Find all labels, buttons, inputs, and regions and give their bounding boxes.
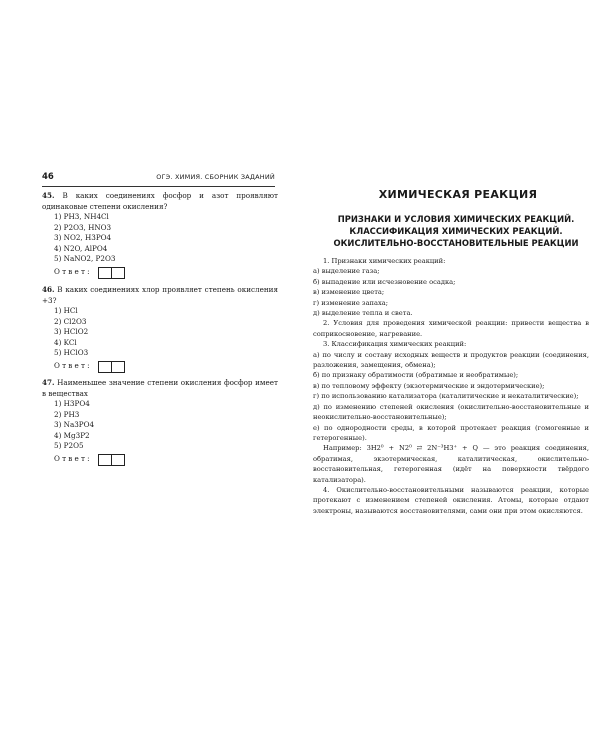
question-number: 46. <box>42 285 55 294</box>
question-45 <box>42 191 278 279</box>
question-text: Наименьшее значение степени окисления фосфор имеет в веществах <box>42 378 278 398</box>
option: 2) PH3 <box>54 409 80 419</box>
option: 3) Na3PO4 <box>54 420 95 429</box>
section-title-line: ПРИЗНАКИ И УСЛОВИЯ ХИМИЧЕСКИХ РЕАКЦИЙ. <box>337 214 575 224</box>
question-number: 47. <box>42 378 55 387</box>
answer-box[interactable] <box>98 267 112 279</box>
answer-row <box>42 454 278 466</box>
paragraph: б) по признаку обратимости (обратимые и необратимые); <box>313 371 519 380</box>
answer-box[interactable] <box>98 361 112 373</box>
answer-box[interactable] <box>112 361 125 373</box>
option: 5) NaNO2, P2O3 <box>54 254 116 263</box>
question-text: В каких соединениях фосфор и азот проявляют одинаковые степени окисления? <box>42 191 278 211</box>
paragraph: 1. Признаки химических реакций: <box>323 257 446 265</box>
paragraph: в) изменение цвета; <box>313 288 385 297</box>
paragraph: г) изменение запаха; <box>313 298 389 307</box>
section-title-line: ОКИСЛИТЕЛЬНО-ВОССТАНОВИТЕЛЬНЫЕ РЕАКЦИИ <box>333 238 579 248</box>
paragraph: б) выпадение или исчезновение осадка; <box>313 277 456 286</box>
answer-label: Ответ: <box>54 361 92 371</box>
question-47 <box>42 378 278 466</box>
option: 4) N2O, AlPO4 <box>54 243 108 253</box>
paragraph: а) по числу и составу исходных веществ и продуктов реакции (соединения, разложения, замещения, обмена); <box>313 350 589 370</box>
option: 5) HClO3 <box>54 348 89 357</box>
answer-box[interactable] <box>112 267 125 279</box>
options-list <box>42 399 278 452</box>
answer-label: Ответ: <box>54 267 92 277</box>
options-list <box>42 306 278 359</box>
paragraph: 2. Условия для проведения химической реакции: привести вещества в соприкосновение, нагревание. <box>313 319 589 338</box>
paragraph: 3. Классификация химических реакций: <box>323 340 467 349</box>
page-header <box>42 172 275 187</box>
question-46 <box>42 285 278 373</box>
option: 2) Cl2O3 <box>54 316 87 326</box>
paragraph: г) по использованию катализатора (каталитические и некаталитические); <box>313 392 579 401</box>
option: 4) KCl <box>54 337 77 347</box>
option: 1) PH3, NH4Cl <box>54 212 109 221</box>
chapter-title: ХИМИЧЕСКАЯ РЕАКЦИЯ <box>378 188 538 201</box>
paragraph: а) выделение газа; <box>313 267 380 276</box>
option: 2) P2O3, HNO3 <box>54 222 112 232</box>
paragraph: д) выделение тепла и света. <box>313 309 413 318</box>
paragraph: в) по тепловому эффекту (экзотермические и эндотермические); <box>313 381 545 390</box>
option: 3) NO2, H3PO4 <box>54 233 112 242</box>
question-number: 45. <box>42 191 55 200</box>
option: 4) Mg3P2 <box>54 430 90 440</box>
page-number: 46 <box>42 172 54 182</box>
answer-box[interactable] <box>98 454 112 466</box>
paragraph: е) по однородности среды, в которой протекает реакция (гомогенные и гетерогенные). <box>313 423 589 442</box>
answer-row <box>42 267 278 279</box>
question-text: В каких соединениях хлор проявляет степень окисления +3? <box>42 285 278 305</box>
section-title-line: КЛАССИФИКАЦИЯ ХИМИЧЕСКИХ РЕАКЦИЙ. <box>349 226 563 236</box>
section-title <box>312 213 600 249</box>
options-list <box>42 212 278 265</box>
answer-label: Ответ: <box>54 454 92 464</box>
option: 5) P2O5 <box>54 441 84 450</box>
body-text <box>313 256 589 516</box>
answer-box[interactable] <box>112 454 125 466</box>
paragraph: Например: 3H2⁰ + N2⁰ ⇄ 2N⁻³H3⁺ + Q — это реакция соединения, обратимая, экзотермическая, каталитическая, окислительно-восстановительная, гетерогенная (идёт на поверхности твёрдого катализатора). <box>313 444 589 484</box>
answer-row <box>42 361 278 373</box>
option: 1) HCl <box>54 306 78 315</box>
running-title: ОГЭ. ХИМИЯ. СБОРНИК ЗАДАНИЙ <box>156 173 275 181</box>
paragraph: д) по изменению степеней окисления (окислительно-восстановительные и неокислительно-восстановительные); <box>313 402 589 422</box>
option: 3) HClO2 <box>54 327 89 336</box>
option: 1) H3PO4 <box>54 399 90 408</box>
paragraph: 4. Окислительно-восстановительными называются реакции, которые протекают с изменением степеней окисления. Атомы, которые отдают электроны, называются восстановителями, сами они при этом окисляются. <box>313 485 589 515</box>
